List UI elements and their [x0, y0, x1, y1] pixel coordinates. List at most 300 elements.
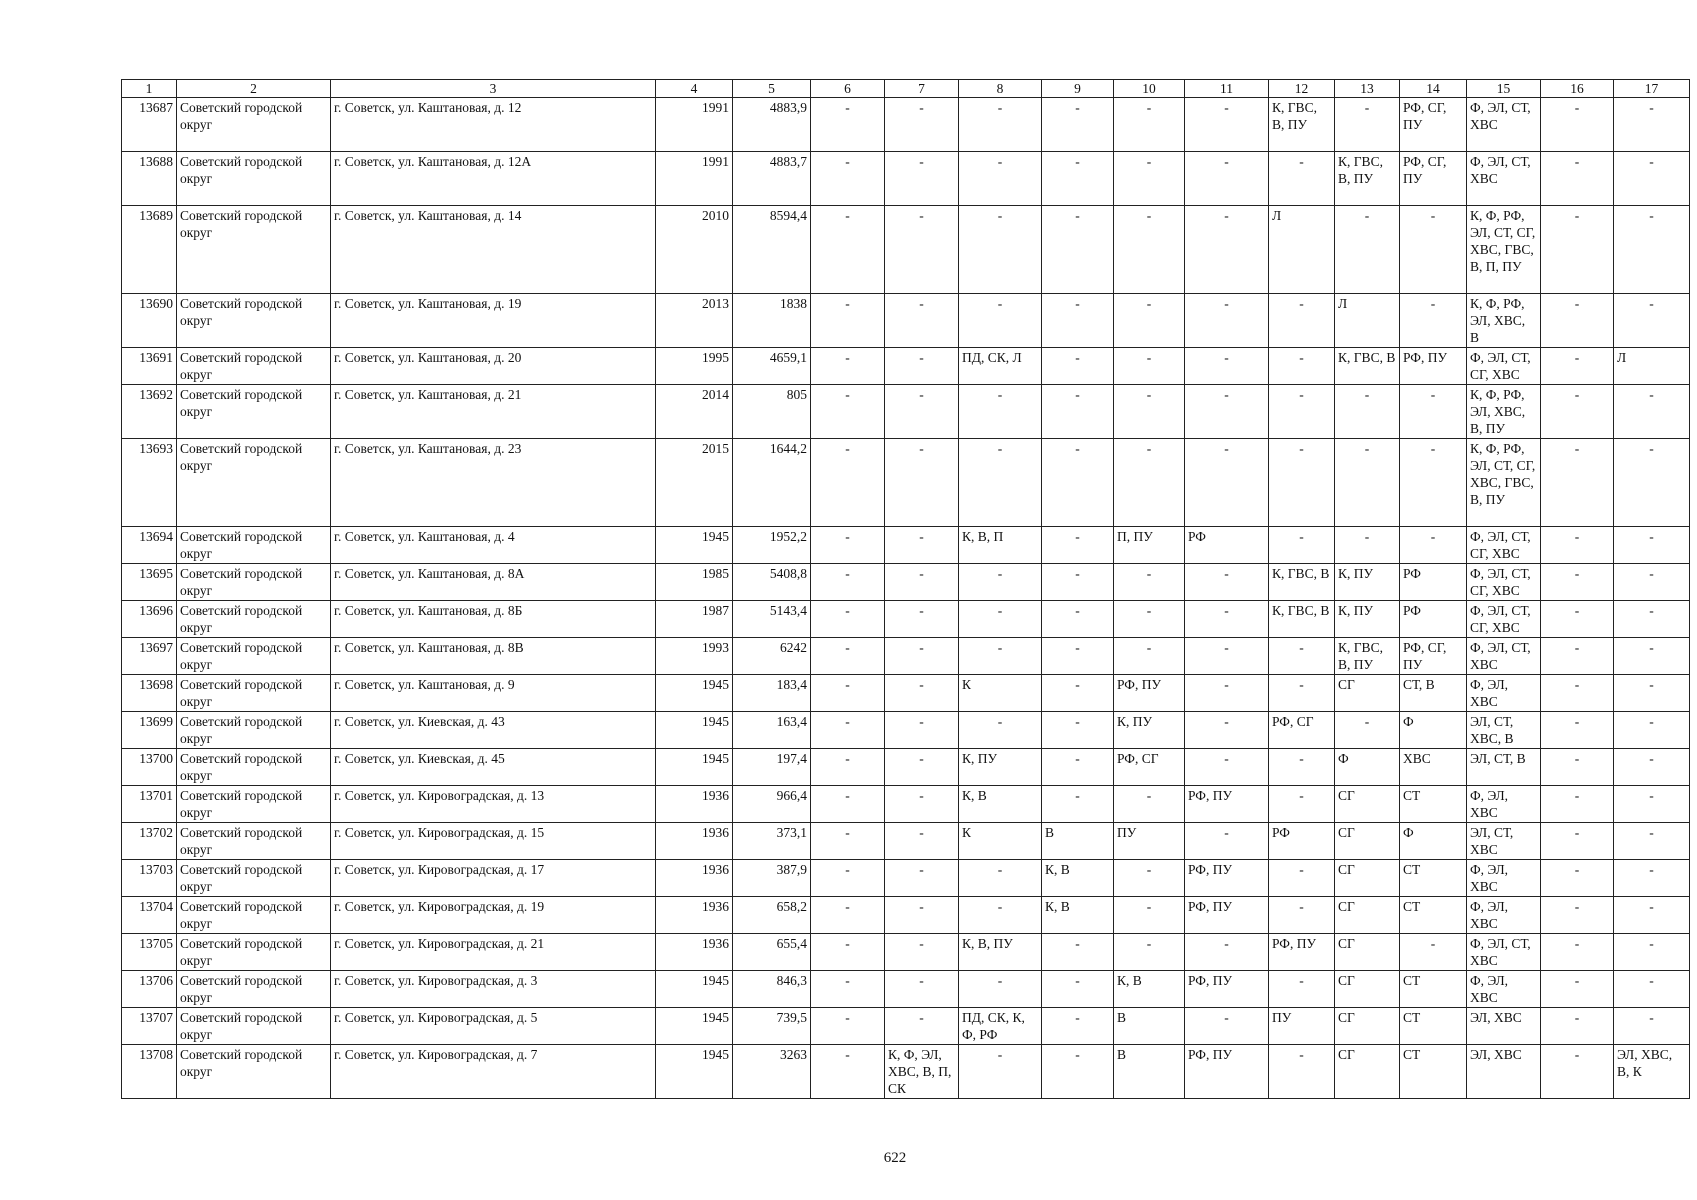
cell-col-15: Ф, ЭЛ, СТ, СГ, ХВС — [1467, 527, 1541, 564]
cell-col-1: 13698 — [122, 675, 177, 712]
cell-col-13: СГ — [1335, 860, 1400, 897]
cell-col-15: Ф, ЭЛ, СТ, ХВС — [1467, 98, 1541, 152]
table-body — [122, 80, 1690, 1099]
cell-col-5: 5408,8 — [733, 564, 811, 601]
cell-col-5: 163,4 — [733, 712, 811, 749]
cell-col-2: Советский городской округ — [177, 527, 331, 564]
cell-col-4: 2013 — [656, 294, 733, 348]
cell-col-6: - — [811, 206, 885, 294]
cell-col-2: Советский городской округ — [177, 638, 331, 675]
cell-col-11: - — [1185, 601, 1269, 638]
column-header-5: 5 — [733, 80, 811, 98]
cell-col-2: Советский городской округ — [177, 564, 331, 601]
cell-col-10: - — [1114, 206, 1185, 294]
cell-col-6: - — [811, 675, 885, 712]
cell-col-10: П, ПУ — [1114, 527, 1185, 564]
cell-col-4: 1993 — [656, 638, 733, 675]
cell-col-11: - — [1185, 712, 1269, 749]
cell-col-14: ХВС — [1400, 749, 1467, 786]
cell-col-6: - — [811, 971, 885, 1008]
cell-col-14: - — [1400, 385, 1467, 439]
cell-col-1: 13707 — [122, 1008, 177, 1045]
cell-col-13: Л — [1335, 294, 1400, 348]
cell-col-8: К — [959, 675, 1042, 712]
cell-col-7: - — [885, 712, 959, 749]
cell-col-4: 1987 — [656, 601, 733, 638]
cell-col-13: К, ПУ — [1335, 601, 1400, 638]
cell-col-1: 13691 — [122, 348, 177, 385]
cell-col-6: - — [811, 527, 885, 564]
cell-col-5: 373,1 — [733, 823, 811, 860]
cell-col-5: 197,4 — [733, 749, 811, 786]
cell-col-3: г. Советск, ул. Кировоградская, д. 21 — [331, 934, 656, 971]
cell-col-7: - — [885, 439, 959, 527]
cell-col-14: - — [1400, 439, 1467, 527]
cell-col-6: - — [811, 439, 885, 527]
cell-col-2: Советский городской округ — [177, 897, 331, 934]
cell-col-14: СТ — [1400, 786, 1467, 823]
cell-col-10: - — [1114, 934, 1185, 971]
cell-col-13: К, ГВС, В, ПУ — [1335, 152, 1400, 206]
cell-col-17: - — [1614, 823, 1690, 860]
cell-col-9: - — [1042, 385, 1114, 439]
cell-col-10: - — [1114, 860, 1185, 897]
cell-col-11: - — [1185, 934, 1269, 971]
column-header-1: 1 — [122, 80, 177, 98]
cell-col-5: 655,4 — [733, 934, 811, 971]
cell-col-10: - — [1114, 638, 1185, 675]
cell-col-8: - — [959, 897, 1042, 934]
cell-col-8: - — [959, 638, 1042, 675]
cell-col-12: - — [1269, 152, 1335, 206]
table-row — [122, 823, 1690, 860]
cell-col-8: К, В — [959, 786, 1042, 823]
cell-col-12: - — [1269, 897, 1335, 934]
cell-col-15: Ф, ЭЛ, СТ, ХВС — [1467, 638, 1541, 675]
cell-col-10: - — [1114, 294, 1185, 348]
cell-col-13: СГ — [1335, 786, 1400, 823]
cell-col-1: 13701 — [122, 786, 177, 823]
cell-col-7: - — [885, 749, 959, 786]
cell-col-15: ЭЛ, СТ, В — [1467, 749, 1541, 786]
cell-col-10: - — [1114, 601, 1185, 638]
cell-col-7: - — [885, 860, 959, 897]
cell-col-7: - — [885, 897, 959, 934]
cell-col-1: 13699 — [122, 712, 177, 749]
cell-col-15: К, Ф, РФ, ЭЛ, ХВС, В, ПУ — [1467, 385, 1541, 439]
cell-col-1: 13696 — [122, 601, 177, 638]
cell-col-3: г. Советск, ул. Кировоградская, д. 17 — [331, 860, 656, 897]
column-header-11: 11 — [1185, 80, 1269, 98]
cell-col-17: - — [1614, 934, 1690, 971]
cell-col-4: 1936 — [656, 823, 733, 860]
column-header-17: 17 — [1614, 80, 1690, 98]
cell-col-9: К, В — [1042, 860, 1114, 897]
cell-col-8: - — [959, 971, 1042, 1008]
cell-col-17: - — [1614, 385, 1690, 439]
cell-col-12: - — [1269, 749, 1335, 786]
cell-col-15: Ф, ЭЛ, ХВС — [1467, 675, 1541, 712]
cell-col-16: - — [1541, 294, 1614, 348]
cell-col-5: 846,3 — [733, 971, 811, 1008]
table-row — [122, 527, 1690, 564]
cell-col-9: - — [1042, 348, 1114, 385]
cell-col-13: К, ПУ — [1335, 564, 1400, 601]
cell-col-16: - — [1541, 98, 1614, 152]
cell-col-13: СГ — [1335, 897, 1400, 934]
cell-col-7: - — [885, 527, 959, 564]
cell-col-15: К, Ф, РФ, ЭЛ, СТ, СГ, ХВС, ГВС, В, ПУ — [1467, 439, 1541, 527]
table-row — [122, 749, 1690, 786]
cell-col-1: 13695 — [122, 564, 177, 601]
cell-col-5: 739,5 — [733, 1008, 811, 1045]
cell-col-8: - — [959, 439, 1042, 527]
cell-col-3: г. Советск, ул. Кировоградская, д. 5 — [331, 1008, 656, 1045]
cell-col-4: 2010 — [656, 206, 733, 294]
cell-col-1: 13693 — [122, 439, 177, 527]
cell-col-1: 13692 — [122, 385, 177, 439]
cell-col-8: ПД, СК, К, Ф, РФ — [959, 1008, 1042, 1045]
cell-col-13: СГ — [1335, 1008, 1400, 1045]
cell-col-1: 13694 — [122, 527, 177, 564]
cell-col-16: - — [1541, 564, 1614, 601]
cell-col-12: Л — [1269, 206, 1335, 294]
registry-table — [121, 79, 1690, 1099]
cell-col-16: - — [1541, 1045, 1614, 1099]
cell-col-16: - — [1541, 385, 1614, 439]
column-header-15: 15 — [1467, 80, 1541, 98]
cell-col-6: - — [811, 897, 885, 934]
cell-col-2: Советский городской округ — [177, 675, 331, 712]
cell-col-5: 6242 — [733, 638, 811, 675]
cell-col-10: - — [1114, 152, 1185, 206]
cell-col-17: Л — [1614, 348, 1690, 385]
cell-col-6: - — [811, 934, 885, 971]
cell-col-15: ЭЛ, ХВС — [1467, 1045, 1541, 1099]
cell-col-2: Советский городской округ — [177, 98, 331, 152]
cell-col-1: 13703 — [122, 860, 177, 897]
cell-col-17: - — [1614, 860, 1690, 897]
cell-col-4: 1936 — [656, 897, 733, 934]
cell-col-3: г. Советск, ул. Кировоградская, д. 7 — [331, 1045, 656, 1099]
cell-col-14: РФ — [1400, 601, 1467, 638]
cell-col-7: - — [885, 1008, 959, 1045]
column-header-12: 12 — [1269, 80, 1335, 98]
cell-col-17: - — [1614, 601, 1690, 638]
cell-col-17: - — [1614, 439, 1690, 527]
table-row — [122, 206, 1690, 294]
cell-col-11: - — [1185, 675, 1269, 712]
cell-col-8: - — [959, 860, 1042, 897]
cell-col-12: РФ, ПУ — [1269, 934, 1335, 971]
cell-col-12: - — [1269, 675, 1335, 712]
cell-col-12: - — [1269, 294, 1335, 348]
cell-col-12: - — [1269, 971, 1335, 1008]
cell-col-8: - — [959, 1045, 1042, 1099]
cell-col-12: К, ГВС, В, ПУ — [1269, 98, 1335, 152]
cell-col-4: 2015 — [656, 439, 733, 527]
cell-col-6: - — [811, 638, 885, 675]
cell-col-7: - — [885, 675, 959, 712]
column-header-6: 6 — [811, 80, 885, 98]
cell-col-17: - — [1614, 749, 1690, 786]
cell-col-3: г. Советск, ул. Каштановая, д. 19 — [331, 294, 656, 348]
cell-col-7: - — [885, 385, 959, 439]
cell-col-17: - — [1614, 98, 1690, 152]
cell-col-8: - — [959, 98, 1042, 152]
cell-col-11: - — [1185, 152, 1269, 206]
cell-col-5: 4883,7 — [733, 152, 811, 206]
cell-col-5: 658,2 — [733, 897, 811, 934]
cell-col-12: К, ГВС, В — [1269, 601, 1335, 638]
table-row — [122, 971, 1690, 1008]
cell-col-2: Советский городской округ — [177, 152, 331, 206]
cell-col-2: Советский городской округ — [177, 294, 331, 348]
cell-col-10: - — [1114, 348, 1185, 385]
cell-col-12: - — [1269, 786, 1335, 823]
cell-col-4: 1945 — [656, 749, 733, 786]
cell-col-9: - — [1042, 98, 1114, 152]
cell-col-14: СТ — [1400, 1045, 1467, 1099]
cell-col-1: 13700 — [122, 749, 177, 786]
cell-col-14: Ф — [1400, 712, 1467, 749]
cell-col-15: Ф, ЭЛ, ХВС — [1467, 860, 1541, 897]
cell-col-14: СТ — [1400, 971, 1467, 1008]
cell-col-15: Ф, ЭЛ, ХВС — [1467, 971, 1541, 1008]
cell-col-6: - — [811, 749, 885, 786]
cell-col-2: Советский городской округ — [177, 860, 331, 897]
cell-col-9: - — [1042, 675, 1114, 712]
cell-col-13: - — [1335, 712, 1400, 749]
cell-col-14: РФ, СГ, ПУ — [1400, 98, 1467, 152]
cell-col-9: - — [1042, 439, 1114, 527]
cell-col-4: 2014 — [656, 385, 733, 439]
cell-col-3: г. Советск, ул. Каштановая, д. 12А — [331, 152, 656, 206]
cell-col-5: 1838 — [733, 294, 811, 348]
cell-col-10: В — [1114, 1008, 1185, 1045]
cell-col-14: - — [1400, 294, 1467, 348]
cell-col-16: - — [1541, 206, 1614, 294]
table-row — [122, 348, 1690, 385]
cell-col-15: Ф, ЭЛ, СТ, СГ, ХВС — [1467, 348, 1541, 385]
cell-col-1: 13702 — [122, 823, 177, 860]
cell-col-15: Ф, ЭЛ, СТ, ХВС — [1467, 152, 1541, 206]
cell-col-2: Советский городской округ — [177, 749, 331, 786]
cell-col-6: - — [811, 98, 885, 152]
cell-col-10: К, В — [1114, 971, 1185, 1008]
cell-col-17: - — [1614, 294, 1690, 348]
cell-col-16: - — [1541, 897, 1614, 934]
cell-col-7: - — [885, 823, 959, 860]
cell-col-11: - — [1185, 439, 1269, 527]
cell-col-7: - — [885, 786, 959, 823]
cell-col-16: - — [1541, 638, 1614, 675]
cell-col-12: - — [1269, 527, 1335, 564]
table-row — [122, 152, 1690, 206]
cell-col-12: К, ГВС, В — [1269, 564, 1335, 601]
cell-col-17: - — [1614, 638, 1690, 675]
cell-col-4: 1936 — [656, 786, 733, 823]
cell-col-11: - — [1185, 638, 1269, 675]
cell-col-6: - — [811, 786, 885, 823]
cell-col-14: РФ, СГ, ПУ — [1400, 152, 1467, 206]
cell-col-3: г. Советск, ул. Каштановая, д. 12 — [331, 98, 656, 152]
cell-col-16: - — [1541, 971, 1614, 1008]
cell-col-7: - — [885, 98, 959, 152]
column-header-13: 13 — [1335, 80, 1400, 98]
table-row — [122, 1008, 1690, 1045]
cell-col-16: - — [1541, 152, 1614, 206]
cell-col-11: - — [1185, 294, 1269, 348]
table-row — [122, 98, 1690, 152]
cell-col-2: Советский городской округ — [177, 206, 331, 294]
cell-col-11: - — [1185, 564, 1269, 601]
cell-col-13: К, ГВС, В — [1335, 348, 1400, 385]
table-row — [122, 897, 1690, 934]
cell-col-12: ПУ — [1269, 1008, 1335, 1045]
cell-col-16: - — [1541, 1008, 1614, 1045]
cell-col-4: 1945 — [656, 712, 733, 749]
cell-col-6: - — [811, 152, 885, 206]
cell-col-13: - — [1335, 385, 1400, 439]
column-header-9: 9 — [1042, 80, 1114, 98]
cell-col-15: ЭЛ, ХВС — [1467, 1008, 1541, 1045]
cell-col-9: - — [1042, 1008, 1114, 1045]
cell-col-6: - — [811, 1045, 885, 1099]
cell-col-11: - — [1185, 385, 1269, 439]
cell-col-17: - — [1614, 152, 1690, 206]
cell-col-14: СТ — [1400, 897, 1467, 934]
cell-col-11: РФ, ПУ — [1185, 1045, 1269, 1099]
table-row — [122, 1045, 1690, 1099]
cell-col-17: - — [1614, 712, 1690, 749]
cell-col-17: - — [1614, 971, 1690, 1008]
cell-col-1: 13697 — [122, 638, 177, 675]
cell-col-1: 13704 — [122, 897, 177, 934]
column-header-14: 14 — [1400, 80, 1467, 98]
cell-col-13: СГ — [1335, 934, 1400, 971]
cell-col-3: г. Советск, ул. Каштановая, д. 20 — [331, 348, 656, 385]
table-row — [122, 675, 1690, 712]
cell-col-16: - — [1541, 823, 1614, 860]
cell-col-8: - — [959, 712, 1042, 749]
cell-col-7: К, Ф, ЭЛ, ХВС, В, П, СК — [885, 1045, 959, 1099]
cell-col-5: 5143,4 — [733, 601, 811, 638]
cell-col-7: - — [885, 638, 959, 675]
cell-col-6: - — [811, 823, 885, 860]
column-header-8: 8 — [959, 80, 1042, 98]
column-header-2: 2 — [177, 80, 331, 98]
cell-col-4: 1991 — [656, 152, 733, 206]
cell-col-13: Ф — [1335, 749, 1400, 786]
cell-col-1: 13688 — [122, 152, 177, 206]
cell-col-1: 13708 — [122, 1045, 177, 1099]
cell-col-5: 183,4 — [733, 675, 811, 712]
cell-col-17: - — [1614, 564, 1690, 601]
cell-col-16: - — [1541, 439, 1614, 527]
cell-col-15: ЭЛ, СТ, ХВС, В — [1467, 712, 1541, 749]
cell-col-1: 13687 — [122, 98, 177, 152]
cell-col-11: - — [1185, 206, 1269, 294]
cell-col-11: РФ, ПУ — [1185, 786, 1269, 823]
cell-col-12: - — [1269, 348, 1335, 385]
cell-col-3: г. Советск, ул. Киевская, д. 43 — [331, 712, 656, 749]
cell-col-13: СГ — [1335, 1045, 1400, 1099]
cell-col-14: Ф — [1400, 823, 1467, 860]
cell-col-6: - — [811, 1008, 885, 1045]
cell-col-14: РФ, ПУ — [1400, 348, 1467, 385]
cell-col-2: Советский городской округ — [177, 1045, 331, 1099]
cell-col-16: - — [1541, 527, 1614, 564]
cell-col-8: ПД, СК, Л — [959, 348, 1042, 385]
cell-col-6: - — [811, 860, 885, 897]
cell-col-7: - — [885, 601, 959, 638]
cell-col-15: Ф, ЭЛ, СТ, ХВС — [1467, 934, 1541, 971]
cell-col-12: РФ — [1269, 823, 1335, 860]
cell-col-16: - — [1541, 860, 1614, 897]
column-number-header — [122, 80, 1690, 98]
cell-col-10: - — [1114, 385, 1185, 439]
cell-col-16: - — [1541, 675, 1614, 712]
cell-col-9: - — [1042, 294, 1114, 348]
cell-col-6: - — [811, 385, 885, 439]
table-row — [122, 439, 1690, 527]
cell-col-7: - — [885, 934, 959, 971]
cell-col-13: СГ — [1335, 823, 1400, 860]
cell-col-6: - — [811, 601, 885, 638]
cell-col-8: К — [959, 823, 1042, 860]
cell-col-9: В — [1042, 823, 1114, 860]
cell-col-17: - — [1614, 206, 1690, 294]
table-row — [122, 638, 1690, 675]
cell-col-9: - — [1042, 601, 1114, 638]
cell-col-10: - — [1114, 98, 1185, 152]
table-row — [122, 601, 1690, 638]
cell-col-13: СГ — [1335, 675, 1400, 712]
cell-col-14: - — [1400, 206, 1467, 294]
cell-col-16: - — [1541, 601, 1614, 638]
cell-col-3: г. Советск, ул. Кировоградская, д. 15 — [331, 823, 656, 860]
cell-col-6: - — [811, 294, 885, 348]
cell-col-4: 1985 — [656, 564, 733, 601]
cell-col-2: Советский городской округ — [177, 348, 331, 385]
cell-col-5: 805 — [733, 385, 811, 439]
cell-col-15: Ф, ЭЛ, СТ, СГ, ХВС — [1467, 564, 1541, 601]
cell-col-5: 387,9 — [733, 860, 811, 897]
cell-col-4: 1936 — [656, 860, 733, 897]
column-header-10: 10 — [1114, 80, 1185, 98]
table-row — [122, 786, 1690, 823]
cell-col-9: - — [1042, 712, 1114, 749]
cell-col-2: Советский городской округ — [177, 439, 331, 527]
cell-col-7: - — [885, 152, 959, 206]
cell-col-7: - — [885, 348, 959, 385]
cell-col-17: - — [1614, 1008, 1690, 1045]
cell-col-3: г. Советск, ул. Каштановая, д. 8Б — [331, 601, 656, 638]
cell-col-14: - — [1400, 527, 1467, 564]
cell-col-17: - — [1614, 786, 1690, 823]
cell-col-17: ЭЛ, ХВС, В, К — [1614, 1045, 1690, 1099]
cell-col-12: - — [1269, 385, 1335, 439]
table-row — [122, 934, 1690, 971]
cell-col-14: СТ — [1400, 860, 1467, 897]
cell-col-11: РФ — [1185, 527, 1269, 564]
cell-col-7: - — [885, 206, 959, 294]
cell-col-6: - — [811, 348, 885, 385]
cell-col-4: 1945 — [656, 1008, 733, 1045]
cell-col-2: Советский городской округ — [177, 385, 331, 439]
cell-col-9: - — [1042, 527, 1114, 564]
